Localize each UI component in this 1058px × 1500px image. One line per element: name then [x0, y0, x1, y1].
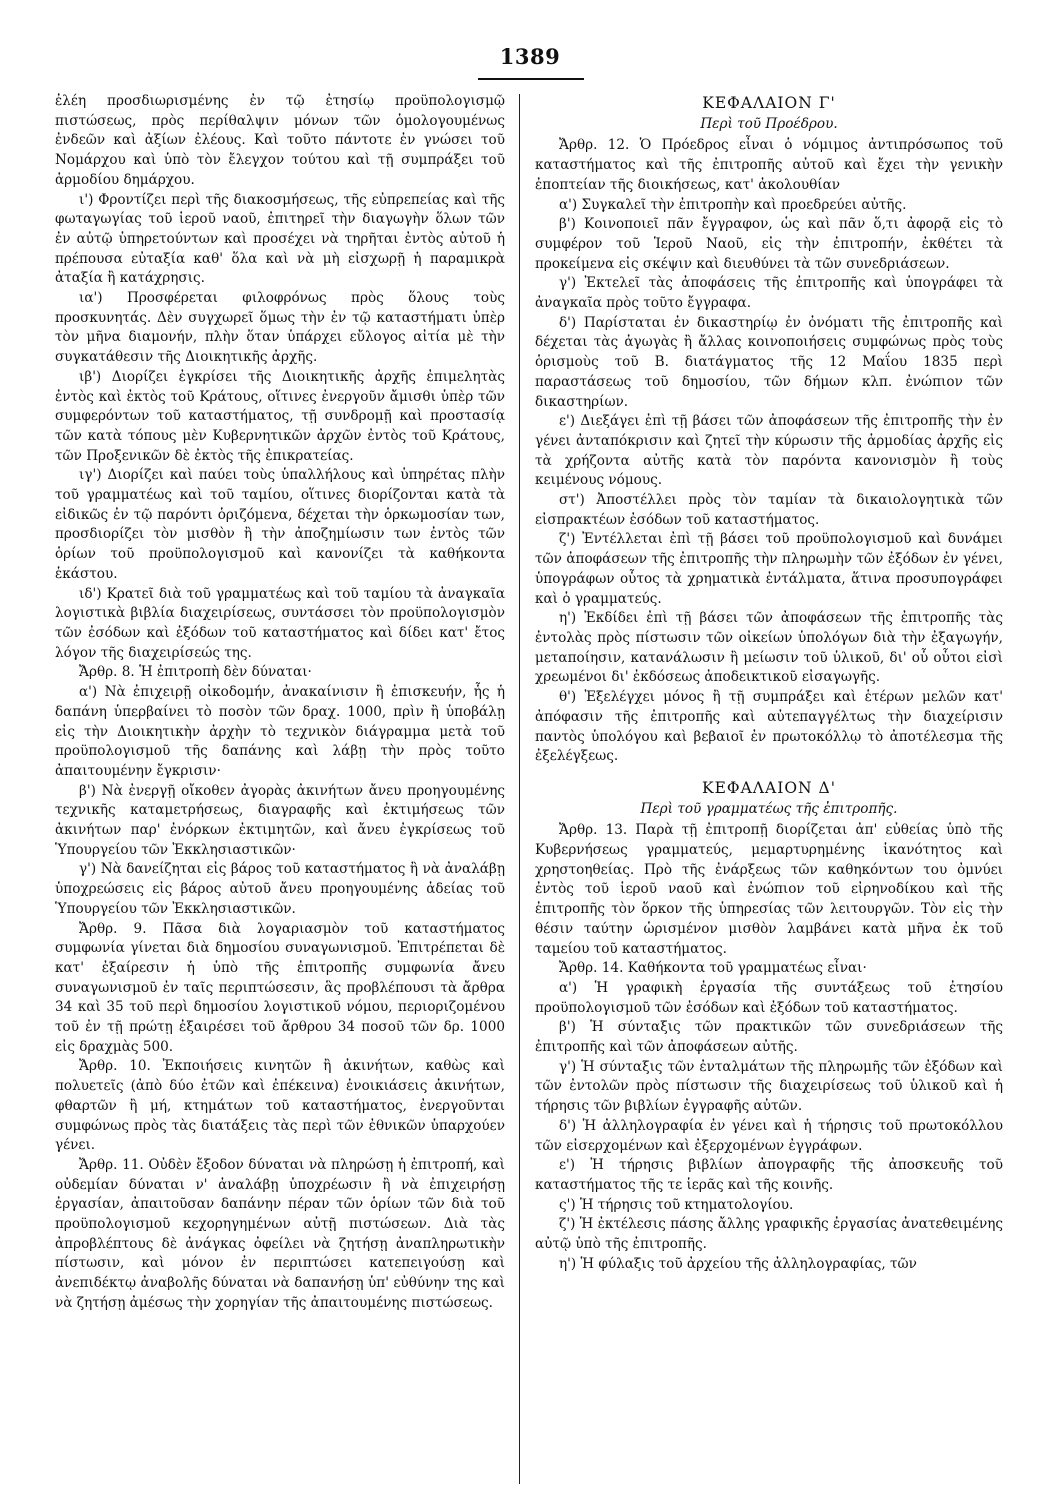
paragraph: γ') Ἐκτελεῖ τὰς ἀποφάσεις τῆς ἐπιτροπῆς καὶ ὑπογράφει τὰ ἀναγκαῖα πρὸς τοῦτο ἔγγραφα.	[535, 275, 1003, 312]
paragraph: γ') Ἡ σύνταξις τῶν ἐνταλμάτων τῆς πληρωμῆς τῶν ἐξόδων καὶ τῶν ἐντολῶν πρὸς πίστωσιν τῆς διαχειρίσεως τοῦ ὑλικοῦ καὶ ἡ τήρησις τῶν βιβλίων ἐγγραφῆς αὐτῶν.	[535, 1058, 1003, 1115]
paragraph: η') Ἡ φύλαξις τοῦ ἀρχείου τῆς ἀλληλογραφίας, τῶν	[559, 1255, 917, 1272]
right-column	[535, 92, 1003, 1487]
paragraph: Ἄρθρ. 12. Ὁ Πρόεδρος εἶναι ὁ νόμιμος ἀντιπρόσωπος τοῦ καταστήματος καὶ τῆς ἐπιτροπῆς αὐτοῦ καὶ ἔχει τὴν γενικὴν ἐποπτείαν τῆς διοικήσεως, κατ' ἀκολουθίαν	[535, 137, 1003, 193]
article-heading: Ἄρθρ. 8. Ἡ ἐπιτροπὴ δὲν δύναται·	[79, 664, 312, 681]
paragraph: β') Ἡ σύνταξις τῶν πρακτικῶν τῶν συνεδριάσεων τῆς ἐπιτροπῆς καὶ τῶν ἀποφάσεων αὐτῆς.	[535, 1019, 1003, 1056]
paragraph: ζ') Ἐντέλλεται ἐπὶ τῇ βάσει τοῦ προϋπολογισμοῦ καὶ δυνάμει τῶν ἀποφάσεων τῆς ἐπιτροπῆς τὴν πληρωμὴν τῶν ἐξόδων ἐν γένει, ὑπογράφων οὗτος τὰ χρηματικὰ ἐντάλματα, ἅτινα προσυπογράφει καὶ ὁ γραμματεύς.	[535, 531, 1003, 607]
paragraph: δ') Παρίσταται ἐν δικαστηρίῳ ἐν ὀνόματι τῆς ἐπιτροπῆς καὶ δέχεται τὰς ἀγωγὰς ἢ ἄλλας κοινοποιήσεις συμφώνως πρὸς τοὺς ὁρισμοὺς τοῦ Β. διατάγματος τῆς 12 Μαΐου 1835 περὶ παραστάσεως τοῦ δημοσίου, τῶν δήμων κλπ. ἐνώπιον τῶν δικαστηρίων.	[535, 314, 1003, 410]
paragraph: Ἄρθρ. 11. Οὐδὲν ἔξοδον δύναται νὰ πληρώσῃ ἡ ἐπιτροπή, καὶ οὐδεμίαν δύναται ν' ἀναλάβῃ ὑποχρέωσιν ἢ νὰ ἐπιχειρήσῃ ἐργασίαν, ἀπαιτοῦσαν δαπάνην πέραν τῶν ὁρίων τῶν διὰ τοῦ προϋπολογισμοῦ κεχορηγημένων αὐτῇ πιστώσεων. Διὰ τὰς ἀπροβλέπτους δὲ ἀνάγκας ὀφείλει νὰ ζητήσῃ ἀναπληρωτικὴν πίστωσιν, καὶ μόνον ἐν περιπτώσει κατεπειγούσῃ καὶ ἀνεπιδέκτῳ ἀναβολῆς δύναται νὰ δαπανήσῃ ὑπ' εὐθύνην της καὶ νὰ ζητήσῃ ἀμέσως τὴν χορηγίαν τῆς ἀπαιτουμένης πιστώσεως.	[55, 1156, 505, 1311]
paragraph: γ') Νὰ δανείζηται εἰς βάρος τοῦ καταστήματος ἢ νὰ ἀναλάβῃ ὑποχρεώσεις εἰς βάρος αὐτοῦ ἄνευ προηγουμένης ἀδείας τοῦ Ὑπουργείου τῶν Ἐκκλησιαστικῶν.	[55, 861, 505, 917]
paragraph: δ') Ἡ ἀλληλογραφία ἐν γένει καὶ ἡ τήρησις τοῦ πρωτοκόλλου τῶν εἰσερχομένων καὶ ἐξερχομένων ἐγγράφων.	[535, 1117, 1003, 1154]
paragraph: ε') Ἡ τήρησις βιβλίων ἀπογραφῆς τῆς ἀποσκευῆς τοῦ καταστήματος τῆς τε ἱερᾶς καὶ τῆς κοινῆς.	[535, 1157, 1003, 1193]
article-heading: Ἄρθρ. 14. Καθήκοντα τοῦ γραμματέως εἶναι·	[559, 960, 867, 977]
page-number: 1389	[499, 44, 561, 69]
chapter-heading: ΚΕΦΑΛΑΙΟΝ Γ'	[702, 94, 836, 112]
paragraph: η') Ἐκδίδει ἐπὶ τῇ βάσει τῶν ἀποφάσεων τῆς ἐπιτροπῆς τὰς ἐντολὰς πρὸς πίστωσιν τῶν οἰκείων ὑπολόγων διὰ τὴν ἐξαγωγήν, μεταποίησιν, κατανάλωσιν ἢ μείωσιν τοῦ ὑλικοῦ, δι' οὗ οὗτοι εἰσὶ χρεωμένοι δι' ἐκδόσεως ἀποδεικτικοῦ εἰσαγωγῆς.	[535, 610, 1003, 686]
paragraph: ε') Διεξάγει ἐπὶ τῇ βάσει τῶν ἀποφάσεων τῆς ἐπιτροπῆς τὴν ἐν γένει ἀνταπόκρισιν καὶ ζητεῖ τὴν κύρωσιν τῆς ἁρμοδίας ἀρχῆς εἰς τὰ χρήζοντα αὐτῆς κατὰ τὸν παρόντα κανονισμὸν ἢ τοὺς κειμένους νόμους.	[535, 413, 1003, 489]
chapter-subtitle: Περὶ τοῦ γραμματέως τῆς ἐπιτροπῆς.	[640, 800, 898, 817]
paragraph: ζ') Ἡ ἐκτέλεσις πάσης ἄλλης γραφικῆς ἐργασίας ἀνατεθειμένης αὐτῷ ὑπὸ τῆς ἐπιτροπῆς.	[535, 1216, 1003, 1253]
paragraph: θ') Ἐξελέγχει μόνος ἢ τῇ συμπράξει καὶ ἑτέρων μελῶν κατ' ἀπόφασιν τῆς ἐπιτροπῆς καὶ αὐτεπαγγέλτως τὴν διαχείρισιν παντὸς ὑπολόγου καὶ βεβαιοῖ ἐν πρωτοκόλλῳ τὸ ἀποτέλεσμα τῆς ἐξελέγξεως.	[535, 689, 1003, 765]
paragraph: ιγ') Διορίζει καὶ παύει τοὺς ὑπαλλήλους καὶ ὑπηρέτας πλὴν τοῦ γραμματέως καὶ τοῦ ταμίου, οἵτινες διορίζονται κατὰ τὰ εἰδικῶς ἐν τῷ παρόντι ὁριζόμενα, δέχεται τὴν ὁρκωμοσίαν των, προσδιορίζει τὸν μισθὸν ἢ τὴν ἀποζημίωσιν των ἐντὸς τῶν ὁρίων τοῦ προϋπολογισμοῦ καὶ κανονίζει τὰ καθήκοντα ἑκάστου.	[55, 467, 505, 582]
paragraph: ια') Προσφέρεται φιλοφρόνως πρὸς ὅλους τοὺς προσκυνητάς. Δὲν συγχωρεῖ ὅμως τὴν ἐν τῷ καταστήματι ὑπὲρ τὸν μῆνα διαμονήν, πλὴν ὅταν ὑπάρχει εὔλογος αἰτία μὲ τὴν συγκατάθεσιν τῆς Διοικητικῆς ἀρχῆς.	[55, 290, 505, 366]
chapter-heading: ΚΕΦΑΛΑΙΟΝ Δ'	[702, 778, 836, 797]
column-divider	[519, 94, 520, 1484]
paragraph: ἐλέη προσδιωρισμένης ἐν τῷ ἐτησίῳ προϋπολογισμῷ πιστώσεως, πρὸς περίθαλψιν μόνων τῶν ὁμολογουμένως ἐνδεῶν καὶ ἀξίων ἐλέους. Καὶ τοῦτο πάντοτε ἐν γνώσει τοῦ Νομάρχου καὶ ὑπὸ τὸν ἔλεγχον τούτου καὶ τῇ συμπράξει τοῦ ἁρμοδίου δημάρχου.	[55, 93, 505, 188]
paragraph: ιδ') Κρατεῖ διὰ τοῦ γραμματέως καὶ τοῦ ταμίου τὰ ἀναγκαῖα λογιστικὰ βιβλία διαχειρίσεως, συντάσσει τὸν προϋπολογισμὸν τῶν ἐσόδων καὶ ἐξόδων τοῦ καταστήματος καὶ δίδει κατ' ἔτος λόγον τῆς διαχειρίσεώς της.	[55, 585, 505, 661]
paragraph: στ') Ἀποστέλλει πρὸς τὸν ταμίαν τὰ δικαιολογητικὰ τῶν εἰσπρακτέων ἐσόδων τοῦ καταστήματος.	[535, 492, 1003, 528]
header-rule	[478, 78, 584, 80]
paragraph: ι') Φροντίζει περὶ τῆς διακοσμήσεως, τῆς εὐπρεπείας καὶ τῆς φωταγωγίας τοῦ ἱεροῦ ναοῦ, ἐπιτηρεῖ τὴν διαγωγὴν ὅλων τῶν ἐν αὐτῷ ὑπηρετούντων καὶ προσέχει νὰ τηρῆται ἐντὸς αὐτοῦ ἡ πρέπουσα εὐταξία καθ' ὅλα καὶ νὰ μὴ εἰσχωρῇ ἡ παραμικρὰ ἀταξία ἢ κατάχρησις.	[55, 191, 505, 287]
paragraph: ς') Ἡ τήρησις τοῦ κτηματολογίου.	[559, 1196, 794, 1213]
paragraph: Ἄρθρ. 9. Πᾶσα διὰ λογαριασμὸν τοῦ καταστήματος συμφωνία γίνεται διὰ δημοσίου συναγωνισμοῦ. Ἐπιτρέπεται δὲ κατ' ἐξαίρεσιν ἡ ὑπὸ τῆς ἐπιτροπῆς συμφωνία ἄνευ συναγωνισμοῦ ἐν ταῖς περιπτώσεσιν, ἃς προβλέπουσι τὰ ἄρθρα 34 καὶ 35 τοῦ περὶ δημοσίου λογιστικοῦ νόμου, περιοριζομένου τοῦ ἐν τῇ πρώτῃ ἐξαιρέσει τοῦ ἄρθρου 34 ποσοῦ τῶν δρ. 1000 εἰς δραχμὰς 500.	[55, 920, 505, 1055]
paragraph: Ἄρθρ. 13. Παρὰ τῇ ἐπιτροπῇ διορίζεται ἀπ' εὐθείας ὑπὸ τῆς Κυβερνήσεως γραμματεύς, μεμαρτυρημένης ἱκανότητος καὶ χρηστοηθείας. Πρὸ τῆς ἐνάρξεως τῶν καθηκόντων του ὀμνύει ἐντὸς τοῦ ἱεροῦ ναοῦ καὶ ἐνώπιον τοῦ εἰρηνοδίκου καὶ τῆς ἐπιτροπῆς τὸν ὅρκον τῆς ὑπηρεσίας τῶν λειτουργῶν. Τὸν εἰς τὴν θέσιν ταύτην ὡρισμένον μισθὸν λαμβάνει κατὰ μῆνα ἐκ τοῦ ταμείου τοῦ καταστήματος.	[535, 822, 1003, 957]
paragraph: β') Κοινοποιεῖ πᾶν ἔγγραφον, ὡς καὶ πᾶν ὅ,τι ἀφορᾷ εἰς τὸ συμφέρον τοῦ Ἱεροῦ Ναοῦ, εἰς τὴν ἐπιτροπήν, ἐκθέτει τὰ προκείμενα εἰς σκέψιν καὶ διευθύνει τὰ τῶν συνεδριάσεων.	[535, 216, 1003, 272]
paragraph: α') Νὰ ἐπιχειρῇ οἰκοδομήν, ἀνακαίνισιν ἢ ἐπισκευήν, ἧς ἡ δαπάνη ὑπερβαίνει τὸ ποσὸν τῶν δραχ. 1000, πρὶν ἢ ὑποβάλῃ εἰς τὴν Διοικητικὴν ἀρχὴν τὸ τεχνικὸν διάγραμμα μετὰ τοῦ προϋπολογισμοῦ τῆς δαπάνης καὶ λάβῃ τὴν πρὸς τοῦτο ἀπαιτουμένην ἔγκρισιν·	[55, 684, 505, 779]
paragraph: Ἄρθρ. 10. Ἐκποιήσεις κινητῶν ἢ ἀκινήτων, καθὼς καὶ πολυετεῖς (ἀπὸ δύο ἐτῶν καὶ ἐπέκεινα) ἐνοικιάσεις ἀκινήτων, φθαρτῶν ἢ μή, κτημάτων τοῦ καταστήματος, ἐνεργοῦνται συμφώνως πρὸς τὰς διατάξεις τὰς περὶ τῶν ἐθνικῶν ὑπαρχούεν γένει.	[55, 1058, 505, 1154]
paragraph: β') Νὰ ἐνεργῇ οἴκοθεν ἀγορὰς ἀκινήτων ἄνευ προηγουμένης τεχνικῆς καταμετρήσεως, διαγραφῆς καὶ ἐκτιμήσεως τῶν ἀκινήτων παρ' ἐνόρκων ἐκτιμητῶν, καὶ ἄνευ ἐγκρίσεως τοῦ Ὑπουργείου τῶν Ἐκκλησιαστικῶν·	[55, 782, 505, 858]
chapter-subtitle: Περὶ τοῦ Προέδρου.	[700, 115, 838, 132]
left-column	[55, 92, 505, 1487]
paragraph: α') Ἡ γραφικὴ ἐργασία τῆς συντάξεως τοῦ ἐτησίου προϋπολογισμοῦ τῶν ἐσόδων καὶ ἐξόδων τοῦ καταστήματος.	[535, 979, 1003, 1016]
paragraph: α') Συγκαλεῖ τὴν ἐπιτροπὴν καὶ προεδρεύει αὐτῆς.	[559, 196, 907, 213]
paragraph: ιβ') Διορίζει ἐγκρίσει τῆς Διοικητικῆς ἀρχῆς ἐπιμελητὰς ἐντὸς καὶ ἐκτὸς τοῦ Κράτους, οἵτινες ἐνεργοῦν ἄμισθι ὑπὲρ τῶν συμφερόντων τοῦ καταστήματος, τῇ συνδρομῇ καὶ προστασίᾳ τῶν κατὰ τόπους μὲν Κυβερνητικῶν ἀρχῶν ἐντὸς τοῦ Κράτους, τῶν Προξενικῶν δὲ ἐκτὸς τῆς ἐπικρατείας.	[55, 368, 505, 464]
